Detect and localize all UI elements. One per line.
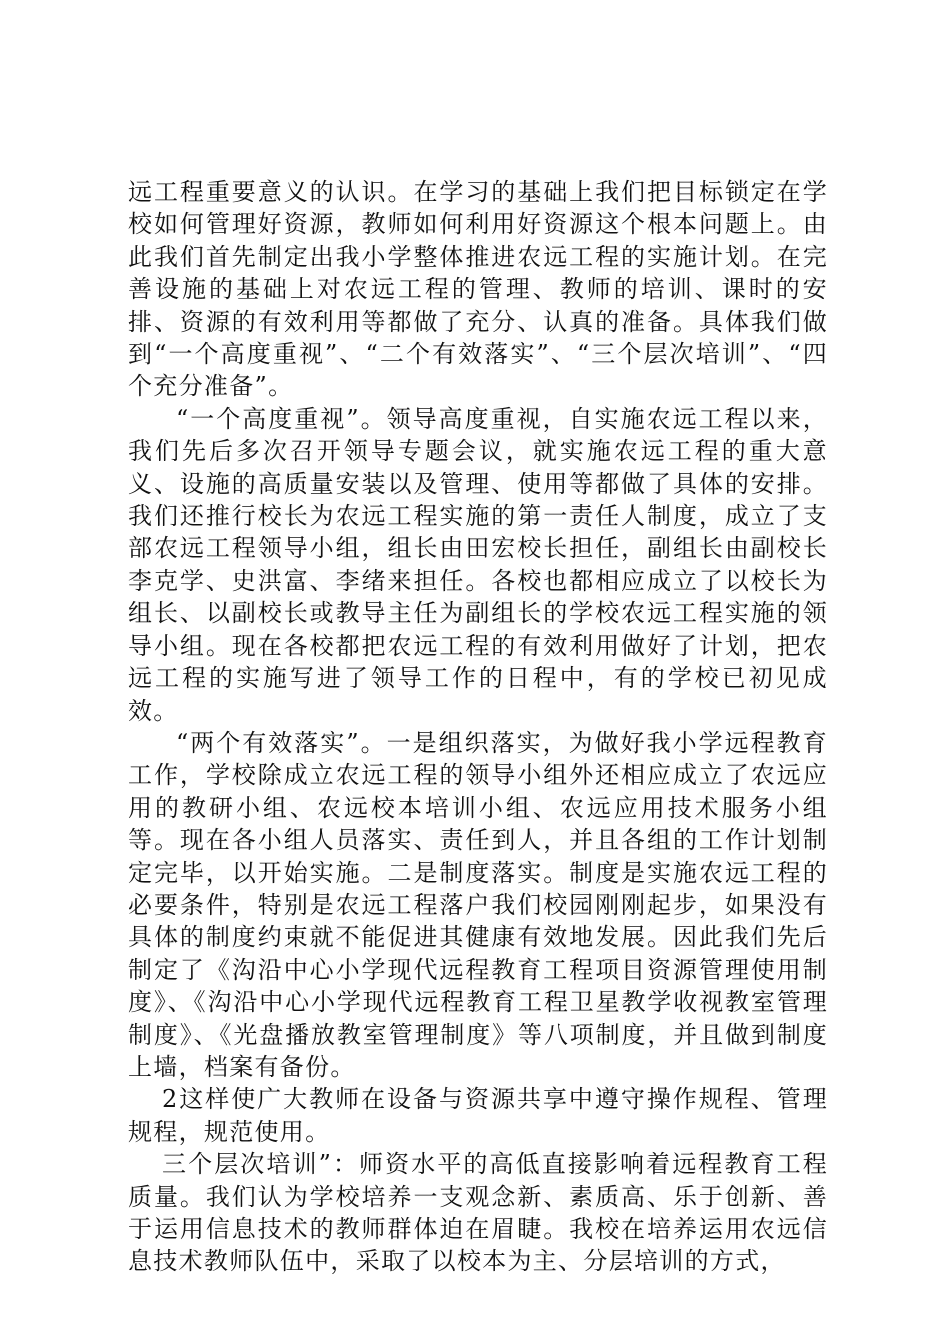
document-body (128, 176, 828, 1278)
paragraph-three-trainings: 三个层次培训”：师资水平的高低直接影响着远程教育工程质量。我们认为学校培养一支观念新、素质高、乐于创新、善于运用信息技术的教师群体迫在眉睫。我校在培养运用农远信息技术教师队伍中，采取了以校本为主、分层培训的方式， (128, 1150, 828, 1276)
paragraph-usage-rules: 2这样使广大教师在设备与资源共享中遵守操作规程、管理规程，规范使用。 (128, 1085, 828, 1146)
paragraph-intro: 远工程重要意义的认识。在学习的基础上我们把目标锁定在学校如何管理好资源，教师如何利用好资源这个根本问题上。由此我们首先制定出我小学整体推进农远工程的实施计划。在完善设施的基础上对农远工程的管理、教师的培训、课时的安排、资源的有效利用等都做了充分、认真的准备。具体我们做到“一个高度重视”、“二个有效落实”、“三个层次培训”、“四个充分准备”。 (128, 178, 828, 401)
paragraph-two-implementations: “两个有效落实”。一是组织落实，为做好我小学远程教育工作，学校除成立农远工程的领导小组外还相应成立了农远应用的教研小组、农远校本培训小组、农远应用技术服务小组等。现在各小组人员落实、责任到人，并且各组的工作计划制定完毕，以开始实施。二是制度落实。制度是实施农远工程的必要条件，特别是农远工程落户我们校园刚刚起步，如果没有具体的制度约束就不能促进其健康有效地发展。因此我们先后制定了《沟沿中心小学现代远程教育工程项目资源管理使用制度》、《沟沿中心小学现代远程教育工程卫星教学收视教室管理制度》、《光盘播放教室管理制度》等八项制度，并且做到制度上墙，档案有备份。 (128, 728, 828, 1081)
paragraph-high-attention: “一个高度重视”。领导高度重视，自实施农远工程以来，我们先后多次召开领导专题会议，就实施农远工程的重大意义、设施的高质量安装以及管理、使用等都做了具体的安排。我们还推行校长为农远工程实施的第一责任人制度，成立了支部农远工程领导小组，组长由田宏校长担任，副组长由副校长李克学、史洪富、李绪来担任。各校也都相应成立了以校长为组长、以副校长或教导主任为副组长的学校农远工程实施的领导小组。现在各校都把农远工程的有效利用做好了计划，把农远工程的实施写进了领导工作的日程中，有的学校已初见成效。 (128, 404, 828, 725)
